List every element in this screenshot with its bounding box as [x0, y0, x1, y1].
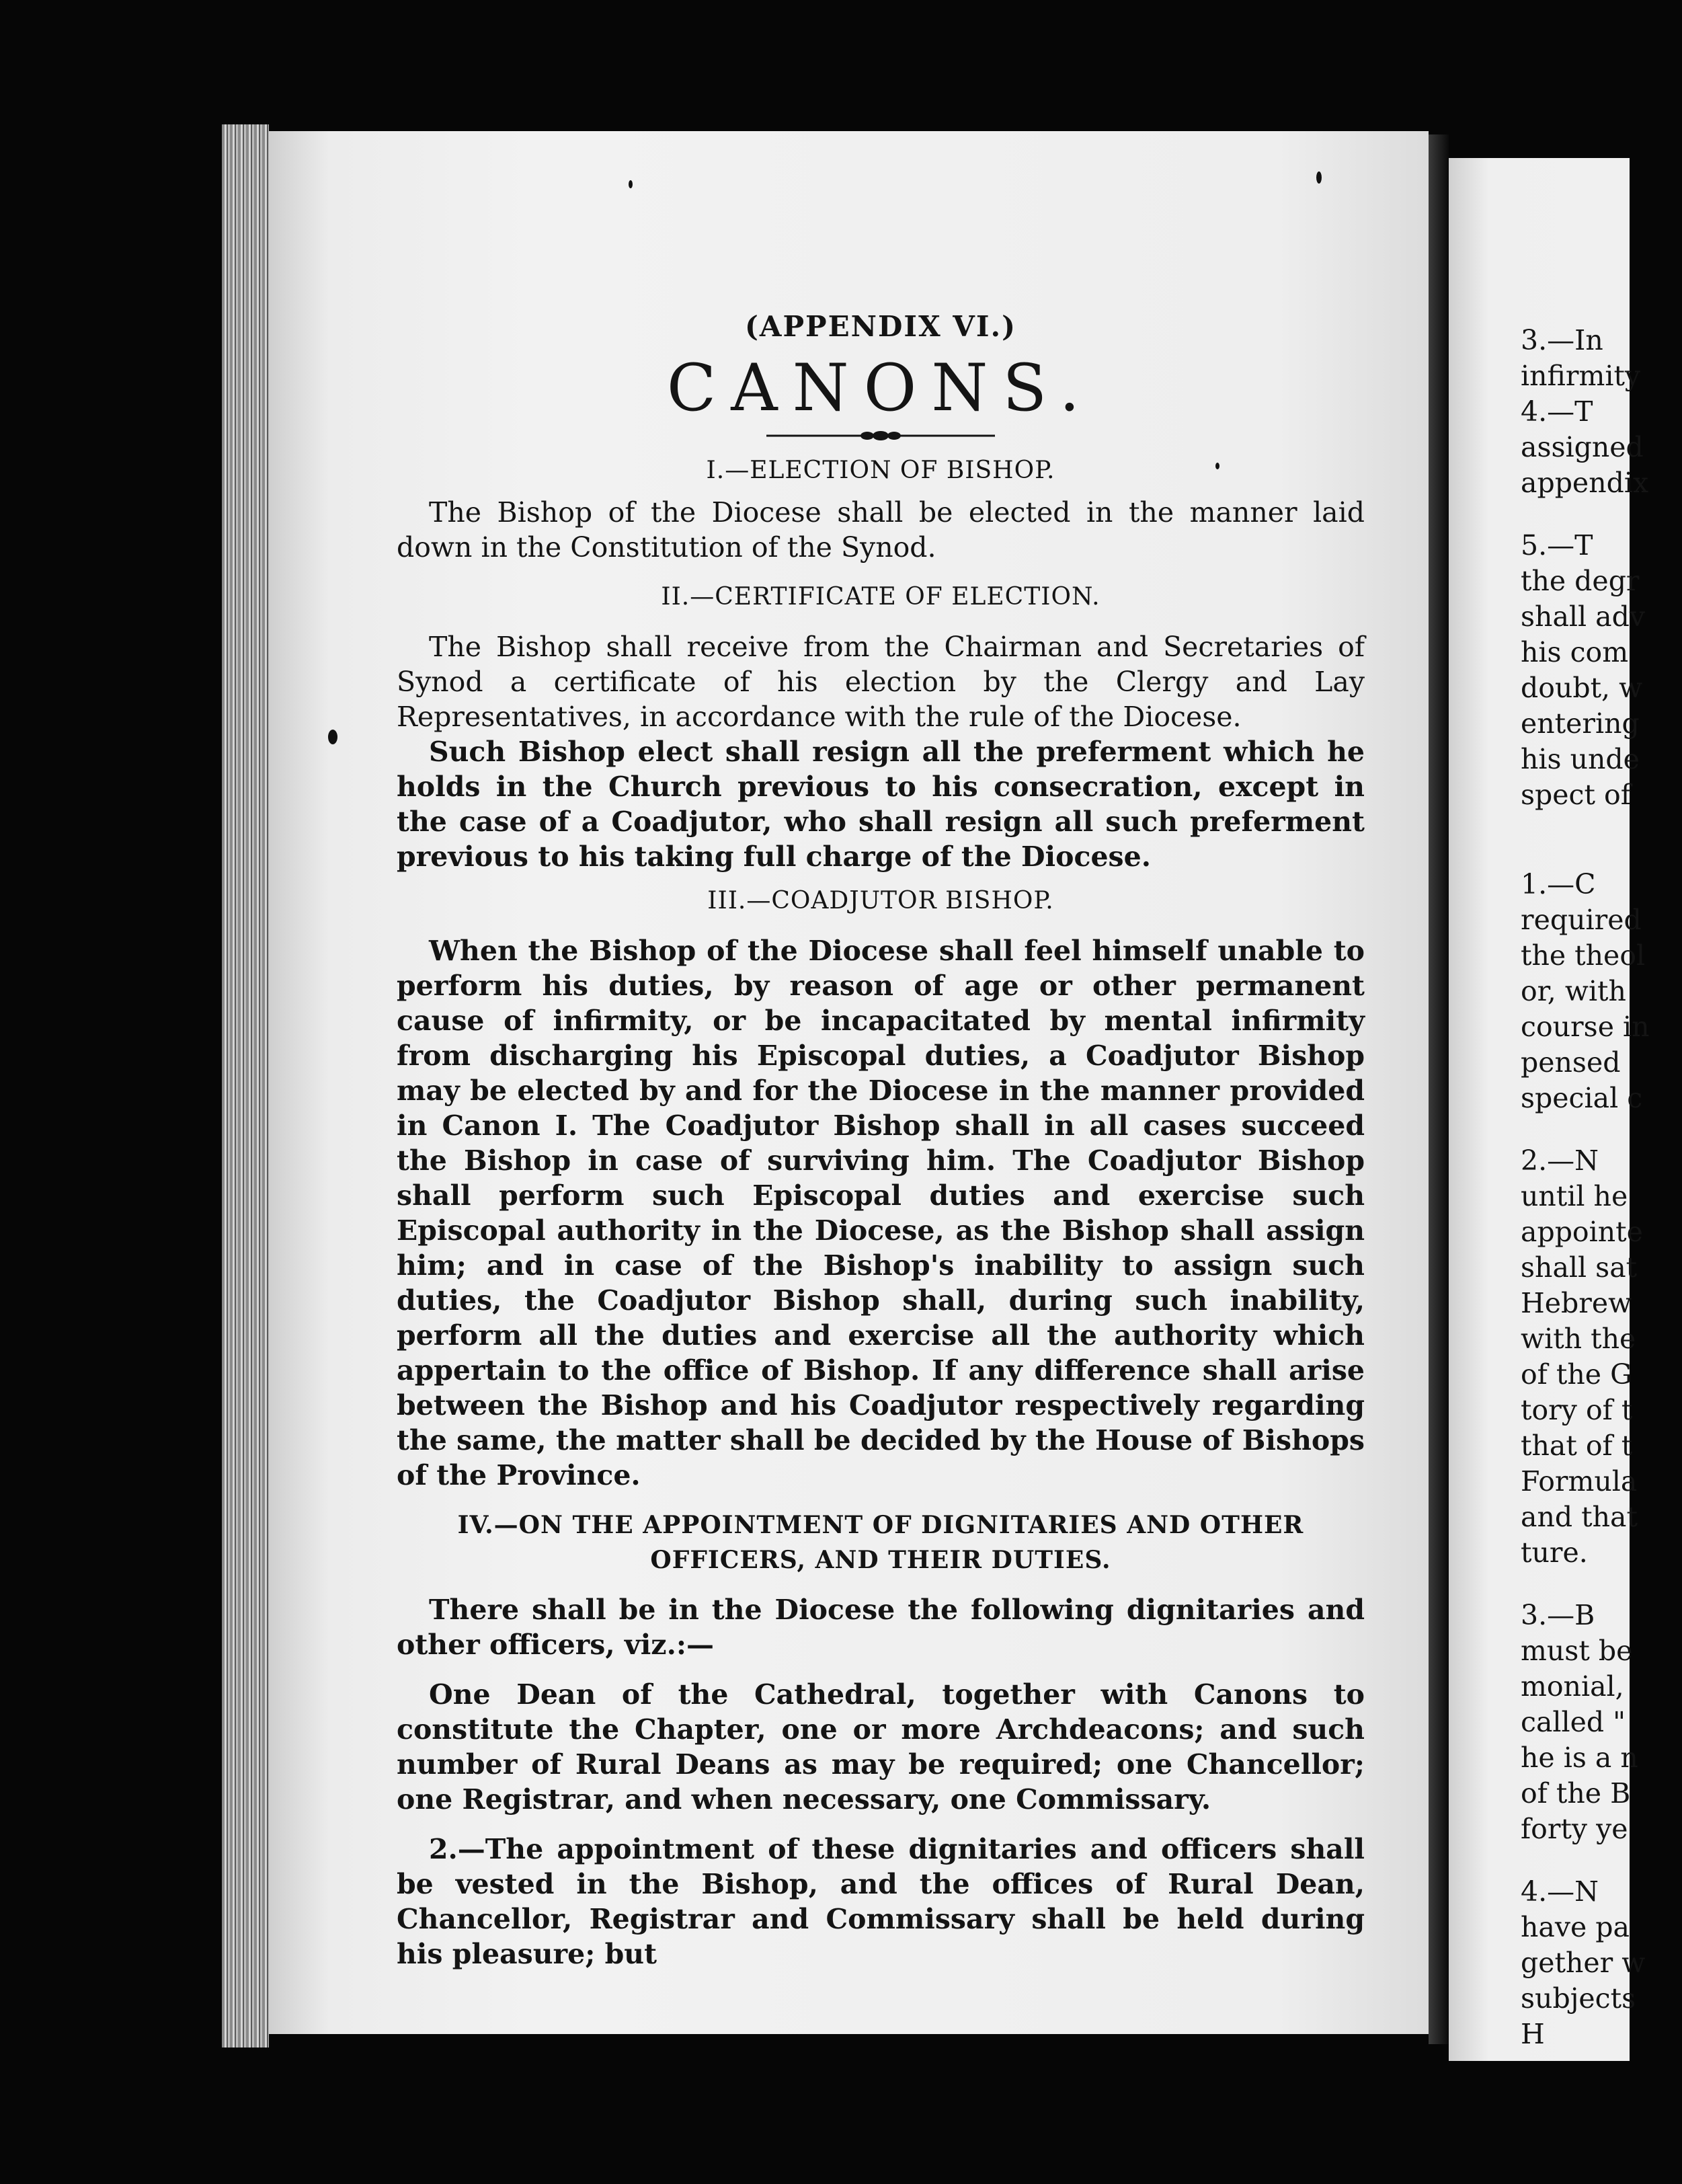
right-page-line: his unde	[1521, 743, 1640, 775]
right-page-line: and that	[1521, 1501, 1638, 1533]
right-page-line: of the G	[1521, 1358, 1632, 1391]
book-gutter	[1429, 134, 1449, 2044]
paragraph: One Dean of the Cathedral, together with Canons to constitute the Chapter, one or more Archdeacons; and such number of Rural Deans as may be required; one Chancellor; one Registrar, and when necessary, one Commissary.	[397, 1678, 1365, 1816]
right-page-line: infirmity	[1521, 360, 1641, 392]
right-page-line: of the B	[1521, 1777, 1631, 1809]
right-page-line: Formula	[1521, 1465, 1638, 1497]
right-page-line: he is a n	[1521, 1742, 1638, 1774]
scan-speck	[1316, 171, 1322, 184]
paragraph: The Bishop shall receive from the Chairman and Secretaries of Synod a certificate of his election by the Clergy and Lay Representatives, in accordance with the rule of the Diocese.	[397, 631, 1365, 733]
paragraph: The Bishop of the Diocese shall be elected in the manner laid down in the Constitution of the Synod.	[397, 496, 1365, 563]
right-page-line: until he	[1521, 1180, 1628, 1212]
right-page-line	[1521, 1116, 1682, 1143]
right-page-line: assigned	[1521, 431, 1644, 463]
paragraph: 2.—The appointment of these dignitaries and officers shall be vested in the Bishop, and the offices of Rural Dean, Chancellor, Registrar and Commissary shall be held during his pleasure; but	[397, 1833, 1365, 1970]
right-page-line: entering	[1521, 707, 1640, 740]
section-heading: IV.—ON THE APPOINTMENT OF DIGNITARIES AND OTHER OFFICERS, AND THEIR DUTIES.	[457, 1511, 1304, 1574]
section-heading: I.—ELECTION OF BISHOP.	[706, 457, 1055, 484]
right-page-line: called "	[1521, 1706, 1626, 1738]
left-page-text	[397, 309, 1365, 1972]
paragraph: There shall be in the Diocese the following dignitaries and other officers, viz.:—	[397, 1594, 1365, 1661]
right-page-line	[1521, 840, 1682, 867]
right-page-line: or, with	[1521, 975, 1626, 1007]
scan-speck	[328, 730, 337, 744]
scan-speck	[629, 180, 633, 188]
right-page-line: ture.	[1521, 1536, 1588, 1569]
right-page-line: 3.—B	[1521, 1599, 1595, 1631]
right-page-line: gether w	[1521, 1947, 1646, 1979]
book-page-edges	[222, 124, 269, 2048]
right-page-line: that of t	[1521, 1430, 1633, 1462]
right-page-line: required	[1521, 904, 1642, 936]
right-page-line: special c	[1521, 1082, 1643, 1114]
right-page-line: the degr	[1521, 565, 1640, 597]
right-page-line	[1521, 1847, 1682, 1874]
right-page-line: doubt, w	[1521, 672, 1643, 704]
right-page-line: 3.—In	[1521, 324, 1603, 356]
right-page-line	[1521, 501, 1682, 528]
right-page-line: forty ye	[1521, 1813, 1628, 1845]
section-heading: III.—COADJUTOR BISHOP.	[707, 887, 1054, 914]
section-heading: II.—CERTIFICATE OF ELECTION.	[661, 583, 1100, 611]
right-page-line	[1521, 813, 1682, 840]
right-page-line: with the	[1521, 1323, 1636, 1355]
right-page-line: course in	[1521, 1011, 1650, 1043]
paragraph: When the Bishop of the Diocese shall feel himself unable to perform his duties, by reason of age or other permanent cause of infirmity, or be incapacitated by mental infirmity from discharging his Episcopal duties, a Coadjutor Bishop may be elected by and for the Diocese in the manner provided in Canon I. The Coadjutor Bishop shall in all cases succeed the Bishop in case of surviving him. The Coadjutor Bishop shall perform such Episcopal duties and exercise such Episcopal authority in the Diocese, as the Bishop shall assign him; and in case of the Bishop's inability to assign such duties, the Coadjutor Bishop shall, during such inability, perform all the duties and exercise all the authority which appertain to the office of Bishop. If any difference shall arise between the Bishop and his Coadjutor respectively regarding the same, the matter shall be decided by the House of Bishops of the Province.	[397, 935, 1365, 1491]
right-page-line: appointe	[1521, 1216, 1643, 1248]
right-page-line: shall sat	[1521, 1251, 1638, 1284]
right-page-line: 2.—N	[1521, 1144, 1599, 1177]
right-page-text	[1521, 323, 1682, 2052]
right-page-line: his com	[1521, 636, 1629, 668]
appendix-label: (APPENDIX VI.)	[744, 310, 1017, 343]
right-page-line: 4.—T	[1521, 395, 1593, 428]
page-title: CANONS.	[666, 350, 1095, 426]
right-page-line: subjects	[1521, 1982, 1636, 2015]
right-page-line: must be	[1521, 1635, 1633, 1667]
right-page-line: have pa	[1521, 1911, 1630, 1943]
right-page-line: monial,	[1521, 1670, 1624, 1703]
right-page-line	[1521, 1571, 1682, 1598]
right-page-line: 1.—C	[1521, 868, 1596, 900]
right-page-line: pensed	[1521, 1046, 1621, 1079]
right-page-line: Hebrew	[1521, 1287, 1632, 1319]
right-page-line: 4.—N	[1521, 1875, 1599, 1908]
right-page-line: tory of t	[1521, 1394, 1633, 1426]
right-page-line: H	[1521, 2018, 1545, 2050]
title-rule-ornament	[397, 430, 1365, 441]
right-page-line: 5.—T	[1521, 529, 1593, 561]
right-page-line: shall adv	[1521, 600, 1646, 633]
right-page-line: spect of	[1521, 779, 1631, 811]
right-page-line: the theol	[1521, 939, 1646, 972]
paragraph: Such Bishop elect shall resign all the preferment which he holds in the Church previous to his consecration, except in the case of a Coadjutor, who shall resign all such preferment previous to his taking full charge of the Diocese.	[397, 736, 1365, 873]
right-page-line: appendix	[1521, 467, 1649, 499]
